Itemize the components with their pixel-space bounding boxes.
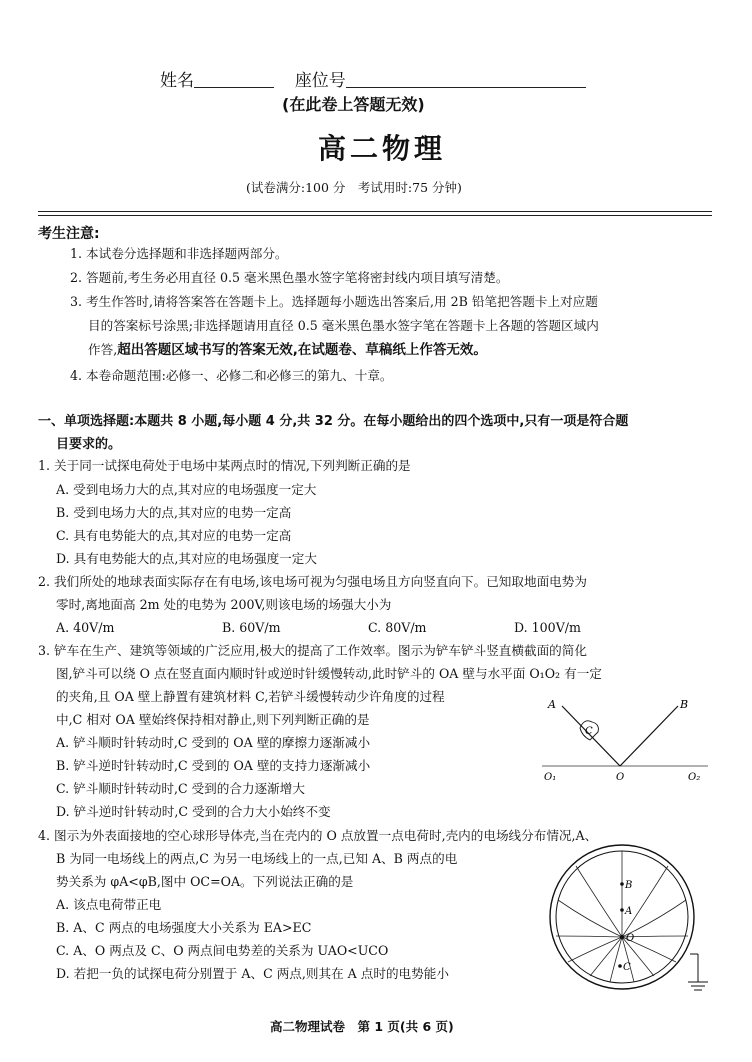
q4-option-a: A. 该点电荷带正电 [56,897,162,912]
notice-item-1: 1. 本试卷分选择题和非选择题两部分。 [70,246,288,261]
q2-stem-line2: 零时,离地面高 2m 处的电势为 200V,则该电场的场强大小为 [56,597,392,612]
q4-label-o: O [626,933,635,944]
notice-heading: 考生注意: [38,226,100,242]
q3-option-a: A. 铲斗顺时针转动时,C 受到的 OA 壁的摩擦力逐渐减小 [56,735,371,750]
q4-field-lines [556,851,688,982]
q3-label-o2: O₂ [688,772,701,783]
invalid-notice: (在此卷上答题无效) [282,95,425,114]
q3-label-o1: O₁ [544,772,557,783]
q4-stem-line3: 势关系为 φA<φB,图中 OC=OA。下列说法正确的是 [56,874,354,889]
q4-option-b: B. A、C 两点的电场强度大小关系为 EA>EC [56,920,312,935]
notice-item-3-cont: 目的答案标号涂黑;非选择题请用直径 0.5 毫米黑色墨水签字笔在答题卡上各题的答题区域内 [88,318,599,333]
q3-stem-line4: 中,C 相对 OA 壁始终保持相对静止,则下列判断正确的是 [56,712,370,727]
q1-option-b: B. 受到电场力大的点,其对应的电势一定高 [56,505,292,520]
top-rule-2 [38,215,712,216]
name-blank[interactable] [194,71,274,88]
q3-bucket-figure [540,696,712,792]
q4-stem-line1: 4. 图示为外表面接地的空心球形导体壳,当在壳内的 O 点放置一点电荷时,壳内的电场线分布情况,A、 [38,828,598,843]
notice-bold-warning: 超出答题区域书写的答案无效,在试题卷、草稿纸上作答无效。 [117,342,487,358]
q3-label-c: C [585,726,593,737]
q4-point-c [618,964,622,968]
q4-point-o [620,935,624,939]
q4-label-b: B [625,880,633,891]
q3-label-o: O [616,772,625,783]
notice-item-2: 2. 答题前,考生务必用直径 0.5 毫米黑色墨水签字笔将密封线内项目填写清楚。 [70,270,509,285]
notice-item-4: 4. 本卷命题范围:必修一、必修二和必修三的第九、十章。 [70,368,393,383]
q3-option-d: D. 铲斗逆时针转动时,C 受到的合力大小始终不变 [56,804,331,819]
q4-label-c: C [623,962,631,973]
q1-stem: 1. 关于同一试探电荷处于电场中某两点时的情况,下列判断正确的是 [38,458,411,473]
q4-option-d: D. 若把一负的试探电荷分别置于 A、C 两点,则其在 A 点时的电势能小 [56,966,449,981]
q3-option-c: C. 铲斗顺时针转动时,C 受到的合力逐渐增大 [56,781,305,796]
page-title: 高二物理 [318,132,447,165]
q4-stem-line2: B 为同一电场线上的两点,C 为另一电场线上的一点,已知 A、B 两点的电 [56,851,458,866]
name-seat-line [160,66,586,91]
section-heading-cont: 目要求的。 [56,437,122,452]
name-label: 姓名 [160,71,194,91]
q3-option-b: B. 铲斗逆时针转动时,C 受到的 OA 壁的支持力逐渐减小 [56,758,371,773]
notice-item-3-end: 作答,超出答题区域书写的答案无效,在试题卷、草稿纸上作答无效。 [88,342,487,358]
q3-label-a: A [548,698,556,711]
q1-option-d: D. 具有电势能大的点,其对应的电场强度一定大 [56,551,317,566]
q3-stem-line1: 3. 铲车在生产、建筑等领域的广泛应用,极大的提高了工作效率。图示为铲车铲斗竖直横截面的简化 [38,643,587,658]
q2-option-a: A. 40V/m [56,620,115,635]
q4-point-b [620,882,624,886]
q2-stem-line1: 2. 我们所处的地球表面实际存在有电场,该电场可视为匀强电场且方向竖直向下。已知取地面电势为 [38,574,587,589]
notice-item-3: 3. 考生作答时,请将答案答在答题卡上。选择题每小题选出答案后,用 2B 铅笔把答题卡上对应题 [70,294,598,309]
q4-sphere-figure [540,844,712,1002]
q3-stem-line2: 图,铲斗可以绕 O 点在竖直面内顺时针或逆时针缓慢转动,此时铲斗的 OA 壁与水平面 O₁O₂ 有一定 [56,666,602,681]
seat-blank[interactable] [346,71,586,88]
q4-option-c: C. A、O 两点及 C、O 两点间电势差的关系为 UAO<UCO [56,943,389,958]
ground-symbol-icon [688,954,708,990]
seat-label: 座位号 [294,71,346,91]
q4-point-a [620,908,624,912]
section-heading: 一、单项选择题:本题共 8 小题,每小题 4 分,共 32 分。在每小题给出的四个选项中,只有一项是符合题 [38,414,629,429]
q4-label-a: A [625,906,633,917]
q2-option-b: B. 60V/m [222,620,281,635]
q3-stem-line3: 的夹角,且 OA 壁上静置有建筑材料 C,若铲斗缓慢转动少许角度的过程 [56,689,445,704]
q3-wall-ob [620,706,678,766]
q1-option-a: A. 受到电场力大的点,其对应的电场强度一定大 [56,482,317,497]
top-rule-1 [38,211,712,212]
q3-label-b: B [680,698,689,711]
q2-option-d: D. 100V/m [514,620,581,635]
q2-option-c: C. 80V/m [368,620,427,635]
page-footer: 高二物理试卷 第 1 页(共 6 页) [270,1019,454,1034]
exam-meta: (试卷满分:100 分 考试用时:75 分钟) [246,180,462,195]
q1-option-c: C. 具有电势能大的点,其对应的电势一定高 [56,528,292,543]
